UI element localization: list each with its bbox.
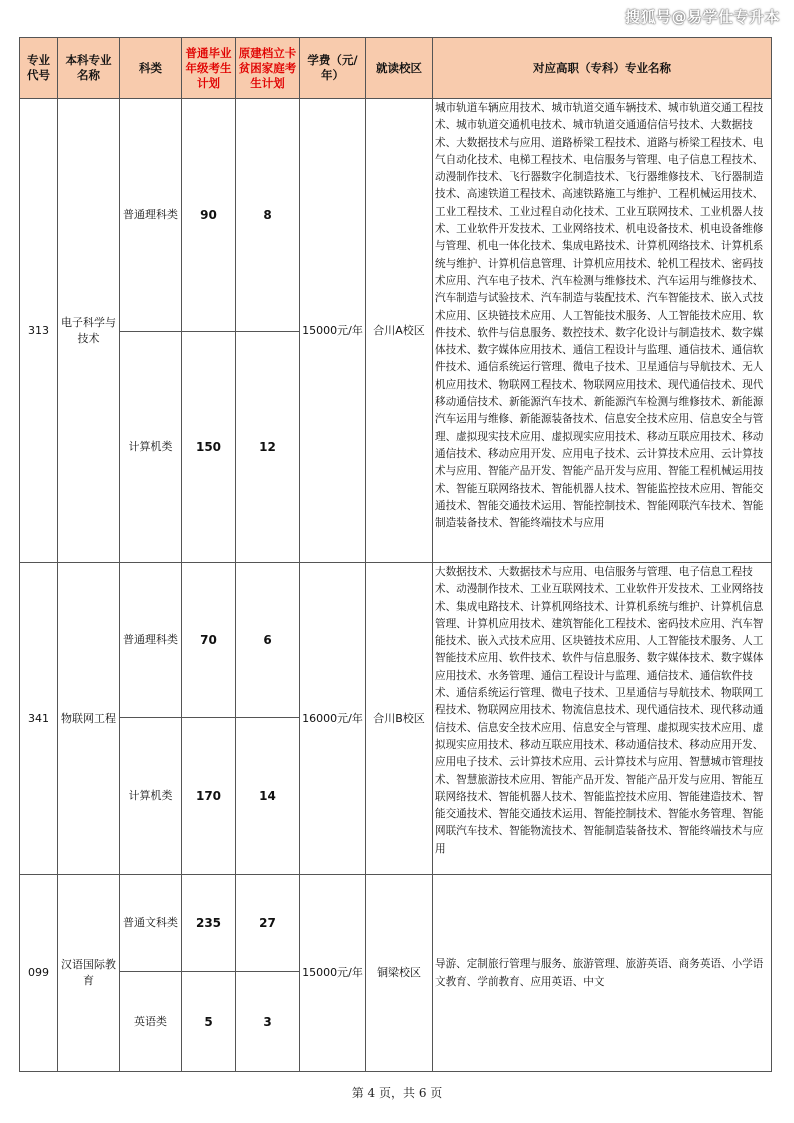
major-name: 物联网工程 — [58, 563, 120, 875]
poverty-plan-value: 8 — [236, 99, 300, 332]
related-majors-cell: 城市轨道车辆应用技术、城市轨道交通车辆技术、城市轨道交通工程技术、城市轨道交通机电技术、城市轨道交通通信信号技术、大数据技术、大数据技术与应用、道路桥梁工程技术、道路与桥梁工程技术、电气自动化技术、电梯工程技术、电信服务与管理、电子信息工程技术、动漫制作技术、飞行器数字化制造技术、飞行器维修技术、飞行器制造技术、高速铁道工程技术、高速铁路施工与维护、工程机械运用技术、工业工程技术、工业过程自动化技术、工业互联网技术、工业机器人技术、工业软件开发技术、工业网络技术、机电设备技术、机电设备维修与管理、机电一体化技术、集成电路技术、计算机网络技术、计算机系统与维护、计算机信息管理、计算机应用技术、轮机工程技术、密码技术应用、汽车电子技术、汽车检测与维修技术、汽车运用与维修技术、汽车制造与试验技术、汽车制造与装配技术、汽车智能技术、嵌入式技术应用、区块链技术应用、人工智能技术服务、人工智能技术应用、软件技术、软件与信息服务、数控技术、数字化设计与制造技术、数字媒体技术、数字媒体应用技术、通信工程设计与监理、通信技术、通信软件技术、通信系统运行管理、微电子技术、卫星通信与导航技术、无人机应用技术、物联网工程技术、物联网应用技术、现代通信技术、现代移动通信技术、新能源汽车技术、新能源汽车检测与维修技术、新能源汽车运用与维修、新能源装备技术、信息安全技术应用、信息安全与管理、虚拟现实技术应用、虚拟现实应用技术、移动互联应用技术、移动通信技术、移动应用开发、应用电子技术、云计算技术应用、云计算技术与应用、智能产品开发、智能产品开发与应用、智能工程机械运用技术、智能互联网络技术、智能机器人技术、智能监控技术应用、智能交通技术、智能交通技术运用、智能控制技术、智能网联汽车技术、智能制造装备技术、智能终端技术与应用 — [433, 99, 772, 563]
header-major: 本科专业名称 — [58, 38, 120, 99]
general-plan-value: 170 — [182, 718, 236, 875]
poverty-plan-value: 3 — [236, 972, 300, 1072]
category-cell: 英语类 — [120, 972, 182, 1072]
poverty-plan-value: 27 — [236, 875, 300, 972]
campus-cell: 合川A校区 — [366, 99, 433, 563]
header-fee: 学费（元/年） — [300, 38, 366, 99]
fee-cell: 15000元/年 — [300, 875, 366, 1072]
poverty-plan-value: 6 — [236, 563, 300, 718]
page-number: 第 4 页，共 6 页 — [351, 1086, 443, 1100]
fee-cell: 16000元/年 — [300, 563, 366, 875]
header-poverty-plan: 原建档立卡贫困家庭考生计划 — [236, 38, 300, 99]
general-plan-value: 70 — [182, 563, 236, 718]
major-code: 341 — [20, 563, 58, 875]
major-name: 汉语国际教育 — [58, 875, 120, 1072]
major-name: 电子科学与技术 — [58, 99, 120, 563]
table-row — [20, 99, 772, 332]
major-code: 099 — [20, 875, 58, 1072]
general-plan-value: 5 — [182, 972, 236, 1072]
header-category: 科类 — [120, 38, 182, 99]
campus-cell: 铜梁校区 — [366, 875, 433, 1072]
table-row — [20, 875, 772, 972]
header-campus: 就读校区 — [366, 38, 433, 99]
related-majors-cell: 大数据技术、大数据技术与应用、电信服务与管理、电子信息工程技术、动漫制作技术、工业互联网技术、工业软件开发技术、工业网络技术、集成电路技术、计算机网络技术、计算机系统与维护、计算机信息管理、计算机应用技术、建筑智能化工程技术、密码技术应用、汽车智能技术、嵌入式技术应用、区块链技术应用、人工智能技术服务、人工智能技术应用、软件技术、软件与信息服务、数字媒体技术、数字媒体应用技术、水务管理、通信工程设计与监理、通信技术、通信软件技术、通信系统运行管理、微电子技术、卫星通信与导航技术、物联网工程技术、物联网应用技术、物流信息技术、现代通信技术、现代移动通信技术、信息安全技术应用、信息安全与管理、虚拟现实技术应用、虚拟现实应用技术、移动互联应用技术、移动通信技术、移动应用开发、应用电子技术、云计算技术应用、云计算技术与应用、智慧城市管理技术、智慧旅游技术应用、智能产品开发、智能产品开发与应用、智能互联网络技术、智能机器人技术、智能监控技术应用、智能建造技术、智能交通技术、智能交通技术运用、智能控制技术、智能水务管理、智能网联汽车技术、智能物流技术、智能制造装备技术、智能终端技术与应用 — [433, 563, 772, 875]
poverty-plan-value: 12 — [236, 332, 300, 563]
category-cell: 计算机类 — [120, 332, 182, 563]
category-cell: 普通理科类 — [120, 563, 182, 718]
poverty-plan-value: 14 — [236, 718, 300, 875]
fee-cell: 15000元/年 — [300, 99, 366, 563]
category-cell: 普通理科类 — [120, 99, 182, 332]
general-plan-value: 235 — [182, 875, 236, 972]
header-row — [20, 38, 772, 99]
header-related-majors: 对应高职（专科）专业名称 — [433, 38, 772, 99]
general-plan-value: 150 — [182, 332, 236, 563]
campus-cell: 合川B校区 — [366, 563, 433, 875]
major-code: 313 — [20, 99, 58, 563]
enrollment-plan-table — [19, 37, 772, 1072]
header-code: 专业代号 — [20, 38, 58, 99]
related-majors-cell: 导游、定制旅行管理与服务、旅游管理、旅游英语、商务英语、小学语文教育、学前教育、应用英语、中文 — [433, 875, 772, 1072]
general-plan-value: 90 — [182, 99, 236, 332]
category-cell: 计算机类 — [120, 718, 182, 875]
watermark: 搜狐号@易学仕专升本 — [624, 8, 780, 26]
category-cell: 普通文科类 — [120, 875, 182, 972]
table-row — [20, 563, 772, 718]
header-general-plan: 普通毕业年级考生计划 — [182, 38, 236, 99]
